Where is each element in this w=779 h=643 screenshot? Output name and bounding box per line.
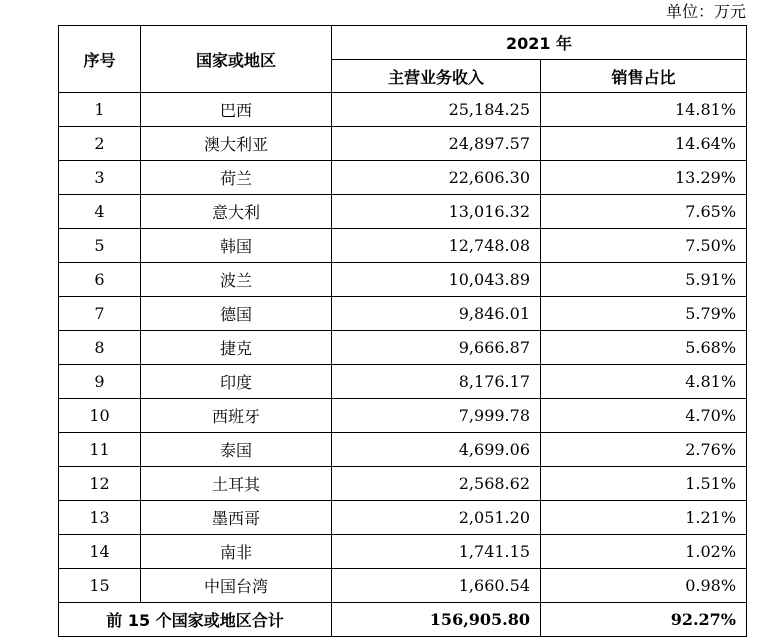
table-row: [59, 501, 747, 535]
row-ratio: 7.65%: [541, 195, 747, 229]
row-seq: 3: [59, 161, 141, 195]
row-ratio: 14.64%: [541, 127, 747, 161]
row-seq: 2: [59, 127, 141, 161]
table-row: [59, 365, 747, 399]
row-revenue: 7,999.78: [332, 399, 541, 433]
row-seq: 6: [59, 263, 141, 297]
row-ratio: 4.70%: [541, 399, 747, 433]
row-revenue: 8,176.17: [332, 365, 541, 399]
row-country: 土耳其: [141, 467, 332, 501]
row-revenue: 22,606.30: [332, 161, 541, 195]
row-seq: 4: [59, 195, 141, 229]
row-country: 墨西哥: [141, 501, 332, 535]
row-ratio: 5.91%: [541, 263, 747, 297]
row-revenue: 10,043.89: [332, 263, 541, 297]
row-country: 澳大利亚: [141, 127, 332, 161]
row-country: 巴西: [141, 93, 332, 127]
row-country: 荷兰: [141, 161, 332, 195]
total-ratio: 92.27%: [541, 603, 747, 637]
row-country: 韩国: [141, 229, 332, 263]
row-country: 捷克: [141, 331, 332, 365]
row-seq: 13: [59, 501, 141, 535]
table-row: [59, 161, 747, 195]
row-revenue: 13,016.32: [332, 195, 541, 229]
table-row: [59, 467, 747, 501]
row-revenue: 9,666.87: [332, 331, 541, 365]
table-row: [59, 93, 747, 127]
header-ratio: 销售占比: [541, 60, 747, 93]
row-ratio: 1.02%: [541, 535, 747, 569]
row-ratio: 1.51%: [541, 467, 747, 501]
row-seq: 11: [59, 433, 141, 467]
row-ratio: 1.21%: [541, 501, 747, 535]
row-ratio: 5.79%: [541, 297, 747, 331]
row-ratio: 13.29%: [541, 161, 747, 195]
row-seq: 7: [59, 297, 141, 331]
row-country: 德国: [141, 297, 332, 331]
row-ratio: 5.68%: [541, 331, 747, 365]
row-revenue: 12,748.08: [332, 229, 541, 263]
row-country: 意大利: [141, 195, 332, 229]
table-row: [59, 569, 747, 603]
row-revenue: 2,568.62: [332, 467, 541, 501]
row-seq: 8: [59, 331, 141, 365]
table-row: [59, 399, 747, 433]
table-row: [59, 263, 747, 297]
row-revenue: 25,184.25: [332, 93, 541, 127]
row-revenue: 1,741.15: [332, 535, 541, 569]
row-revenue: 1,660.54: [332, 569, 541, 603]
table-row: [59, 229, 747, 263]
row-country: 波兰: [141, 263, 332, 297]
row-ratio: 4.81%: [541, 365, 747, 399]
row-seq: 9: [59, 365, 141, 399]
row-ratio: 2.76%: [541, 433, 747, 467]
total-label: 前 15 个国家或地区合计: [59, 603, 332, 637]
row-seq: 12: [59, 467, 141, 501]
table-row: [59, 433, 747, 467]
table-row: [59, 195, 747, 229]
row-ratio: 0.98%: [541, 569, 747, 603]
header-seq: 序号: [59, 26, 141, 93]
row-country: 西班牙: [141, 399, 332, 433]
header-country: 国家或地区: [141, 26, 332, 93]
row-country: 印度: [141, 365, 332, 399]
row-revenue: 9,846.01: [332, 297, 541, 331]
table-row: [59, 535, 747, 569]
row-revenue: 4,699.06: [332, 433, 541, 467]
row-ratio: 7.50%: [541, 229, 747, 263]
unit-label: 单位：万元: [665, 2, 746, 21]
row-seq: 1: [59, 93, 141, 127]
total-revenue: 156,905.80: [332, 603, 541, 637]
row-seq: 5: [59, 229, 141, 263]
sales-by-country-table: [58, 25, 747, 637]
row-revenue: 2,051.20: [332, 501, 541, 535]
table-row: [59, 297, 747, 331]
row-ratio: 14.81%: [541, 93, 747, 127]
row-country: 中国台湾: [141, 569, 332, 603]
row-seq: 10: [59, 399, 141, 433]
table-row: [59, 127, 747, 161]
row-seq: 15: [59, 569, 141, 603]
header-revenue: 主营业务收入: [332, 60, 541, 93]
table-body: [59, 93, 747, 603]
row-country: 泰国: [141, 433, 332, 467]
total-row: [59, 603, 747, 637]
row-seq: 14: [59, 535, 141, 569]
table-row: [59, 331, 747, 365]
header-year: 2021 年: [332, 26, 747, 60]
row-country: 南非: [141, 535, 332, 569]
row-revenue: 24,897.57: [332, 127, 541, 161]
